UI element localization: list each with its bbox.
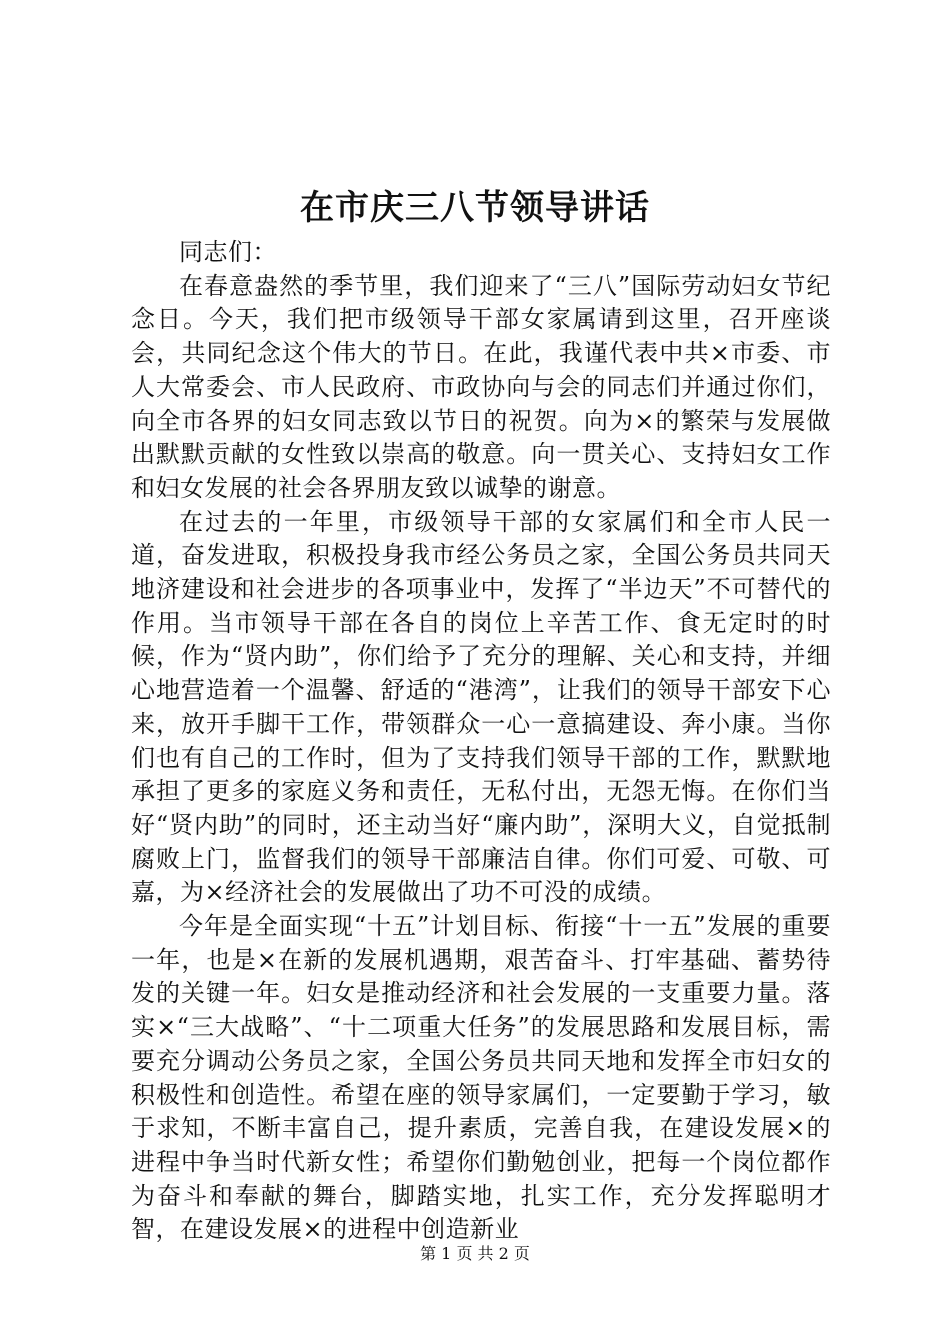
body-paragraph: 今年是全面实现“十五”计划目标、衔接“十一五”发展的重要一年，也是×在新的发展机遇期，艰苦奋斗、打牢基础、蓄势待发的关键一年。妇女是推动经济和社会发展的一支重要力量。落实×“三大战略”、“十二项重大任务”的发展思路和发展目标，需要充分调动公务员之家，全国公务员共同天地和发挥全市妇女的积极性和创造性。希望在座的领导家属们，一定要勤于学习，敏于求知，不断丰富自己，提升素质，完善自我，在建设发展×的进程中争当时代新女性；希望你们勤勉创业，把每一个岗位都作为奋斗和奉献的舞台，脚踏实地，扎实工作，充分发挥聪明才智，在建设发展×的进程中创造新业 [131,912,831,1244]
page-number-footer: 第 1 页 共 2 页 [420,1244,530,1263]
body-paragraph: 在春意盎然的季节里，我们迎来了“三八”国际劳动妇女节纪念日。今天，我们把市级领导干部女家属请到这里，召开座谈会，共同纪念这个伟大的节日。在此，我谨代表中共×市委、市人大常委会、市人民政府、市政协向与会的同志们并通过你们，向全市各界的妇女同志致以节日的祝贺。向为×的繁荣与发展做出默默贡献的女性致以崇高的敬意。向一贯关心、支持妇女工作和妇女发展的社会各界朋友致以诚挚的谢意。 [131,271,831,502]
body-paragraph: 在过去的一年里，市级领导干部的女家属们和全市人民一道，奋发进取，积极投身我市经公务员之家，全国公务员共同天地济建设和社会进步的各项事业中，发挥了“半边天”不可替代的作用。当市领导干部在各自的岗位上辛苦工作、食无定时的时候，作为“贤内助”，你们给予了充分的理解、关心和支持，并细心地营造着一个温馨、舒适的“港湾”，让我们的领导干部安下心来，放开手脚干工作，带领群众一心一意搞建设、奔小康。当你们也有自己的工作时，但为了支持我们领导干部的工作，默默地承担了更多的家庭义务和责任，无私付出，无怨无悔。在你们当好“贤内助”的同时，还主动当好“廉内助”，深明大义，自觉抵制腐败上门，监督我们的领导干部廉洁自律。你们可爱、可敬、可嘉，为×经济社会的发展做出了功不可没的成绩。 [131,507,831,907]
document-body [131,236,831,1247]
salutation-paragraph: 同志们： [179,238,277,266]
document-title: 在市庆三八节领导讲话 [300,188,650,228]
